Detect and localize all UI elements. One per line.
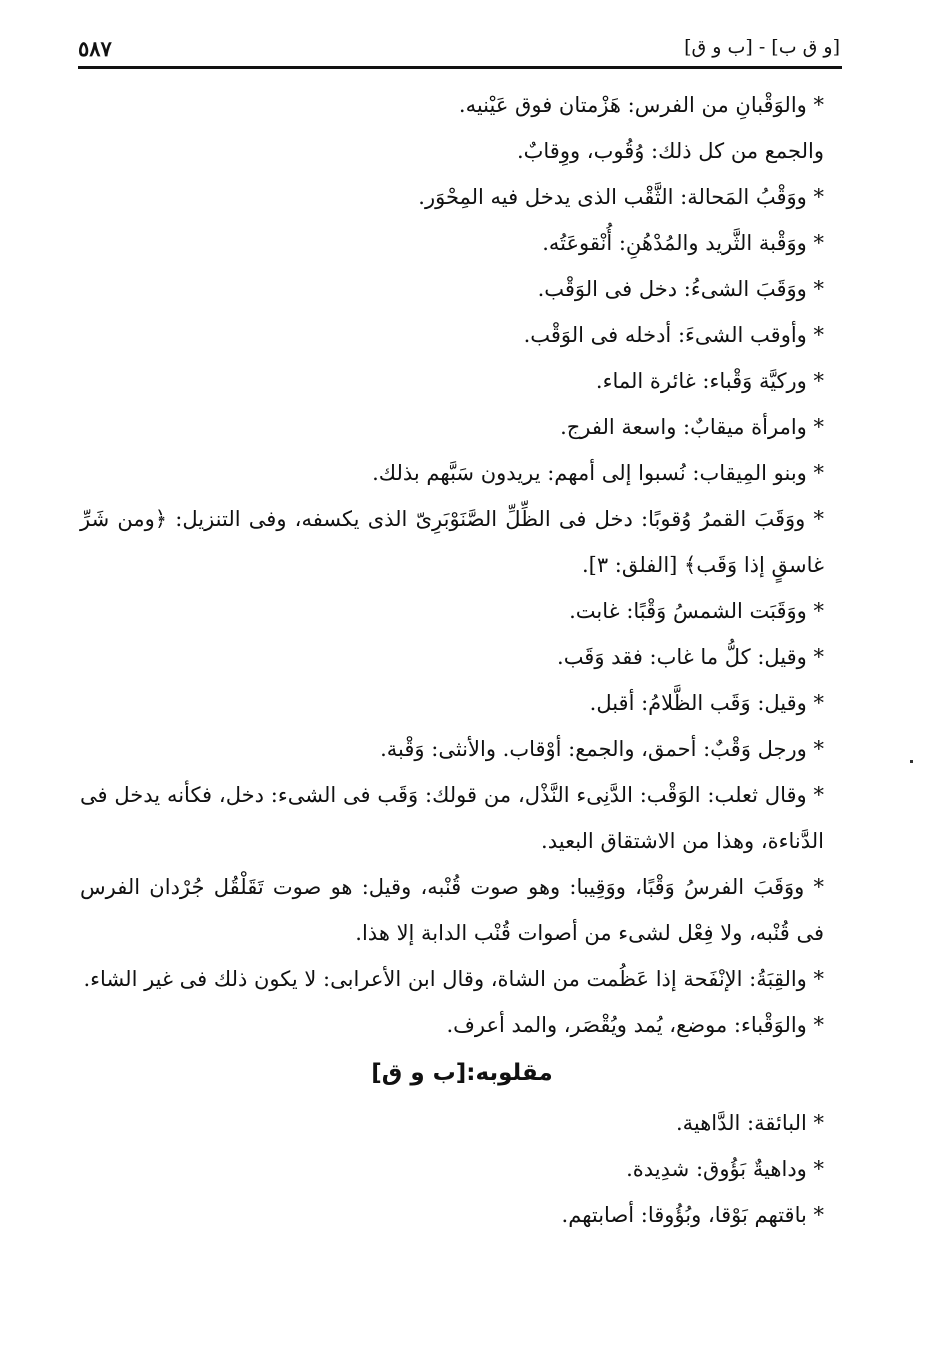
entry: * وركيَّة وَقْباء: غائرة الماء. bbox=[595, 369, 824, 393]
entry: * ووَقْبُ المَحالة: الثَّقْب الذى يدخل فيه المِحْوَر. bbox=[418, 185, 824, 209]
entry: * والوَقْبانِ من الفرس: هَزْمتان فوق عَيْنيه. bbox=[458, 93, 824, 117]
entry: * ووَقَبَ القمرُ وُقوبًا: دخل فى الظِّلِّ الصَّنَوْبَرِىّ الذى يكسفه، وفى التنزيل: ﴿ومن شَرِّ غاسقٍ إذا وَقَب﴾ [الفلق: ٣]. bbox=[80, 507, 824, 577]
header-rule bbox=[78, 66, 842, 69]
entry: * ورجل وَقْبٌ: أحمق، والجمع: أوْقاب. والأنثى: وَقْبة. bbox=[380, 737, 824, 761]
entry: * وامرأة ميقابٌ: واسعة الفرج. bbox=[560, 415, 824, 439]
sub-entry: * باقتهم بَوْقا، وبُؤُوقا: أصابتهم. bbox=[561, 1203, 824, 1227]
entry: * ووَقَبَت الشمسُ وَقْبًا: غابت. bbox=[569, 599, 824, 623]
entry: * وقيل: وَقَب الظَّلامُ: أقبل. bbox=[589, 691, 824, 715]
entry: * وبنو المِيقاب: نُسبوا إلى أمهم: يريدون سَبَّهم بذلك. bbox=[372, 461, 824, 485]
page-number: ٥٨٧ bbox=[78, 36, 112, 61]
entry: * ووَقْبة الثَّريد والمُدْهُنِ: أُنْقوعَتُه. bbox=[542, 231, 824, 255]
entry: * وقيل: كلُّ ما غاب: فقد وَقَب. bbox=[557, 645, 824, 669]
entry: * ووَقَبَ الفرسُ وَقْبًا، ووَقِيبا: وهو صوت قُنْبه، وقيل: هو صوت تَقَلْقُل جُرْدان الفرس فى قُنْبه، ولا فِعْل لشىء من أصوات قُنْب الدابة إلا هذا. bbox=[80, 875, 824, 945]
entry: * والوَقْباء: موضع، يُمد ويُقْصَر، والمد أعرف. bbox=[446, 1013, 824, 1037]
entry: * ووَقَبَ الشىءُ: دخل فى الوَقْب. bbox=[537, 277, 824, 301]
entry: * وأوقب الشىءَ: أدخله فى الوَقْب. bbox=[523, 323, 824, 347]
section-heading: مقلوبه:[ب و ق] bbox=[371, 1060, 553, 1086]
sub-entry: * البائقة: الدَّاهية. bbox=[675, 1111, 824, 1135]
entry: والجمع من كل ذلك: وُقُوب، ووِقابٌ. bbox=[516, 139, 824, 163]
entry: * والقِبَةُ: الإنْفَحة إذا عَظُمت من الشاة، وقال ابن الأعرابى: لا يكون ذلك فى غير الشاء. bbox=[83, 967, 824, 991]
dictionary-body bbox=[80, 82, 844, 1238]
entry: * وقال ثعلب: الوَقْب: الدَّنِىء النَّذْل، من قولك: وَقَب فى الشىء: دخل، فكأنه يدخل فى الدَّناءة، وهذا من الاشتقاق البعيد. bbox=[80, 783, 824, 853]
page-header bbox=[78, 36, 840, 62]
sub-entry: * وداهيةٌ بَؤُوق: شدِيدة. bbox=[626, 1157, 824, 1181]
running-head: [و ق ب] - [ب و ق] bbox=[684, 36, 840, 58]
margin-dot bbox=[910, 760, 913, 763]
